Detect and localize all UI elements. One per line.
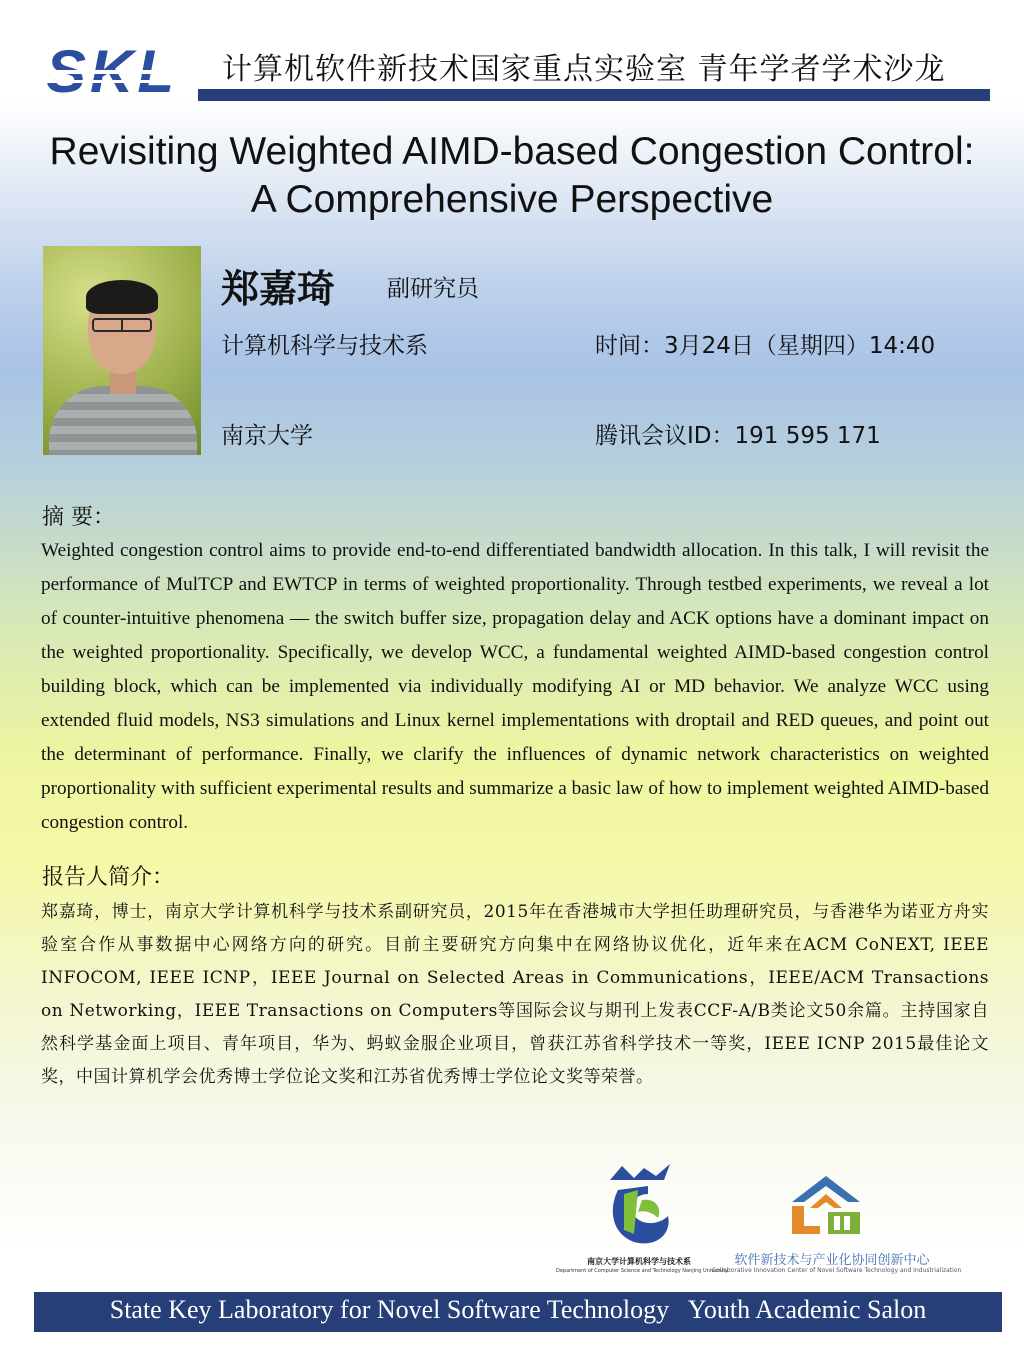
footer-text: State Key Laboratory for Novel Software Technology Youth Academic Salon xyxy=(109,1295,927,1324)
talk-title: Revisiting Weighted AIMD-based Congestion Control: A Comprehensive Perspective xyxy=(49,130,975,221)
abstract-body: Weighted congestion control aims to provide end-to-end differentiated bandwidth allocation. In this talk, I will revisit the performance of MulTCP and EWTCP in terms of weighted proportionality. Through testbed experiments, we reveal a lot of counter-intuitive phenomena — the switch buffer size, propagation delay and ACK options have a dominant impact on the weighted proportionality. Specifically, we develop WCC, a fundamental weighted AIMD-based congestion control building block, which can be implemented via individually modifying AI or MD behavior. We analyze WCC using extended fluid models, NS3 simulations and Linux kernel implementations with droptail and RED queues, and point out the determinant of performance. Finally, we clarify the influences of dynamic network characteristics on weighted proportionality with sufficient experimental results and summarize a basic law of how to implement weighted AIMD-based congestion control. xyxy=(41,540,989,833)
abstract-heading: 摘 要： xyxy=(42,505,115,530)
meeting-id: 腾讯会议ID：191 595 171 xyxy=(595,423,881,449)
header-title: 计算机软件新技术国家重点实验室 青年学者学术沙龙 xyxy=(222,52,946,87)
skl-logo xyxy=(44,40,200,104)
speaker-department: 计算机科学与技术系 xyxy=(221,333,428,359)
footer-bar xyxy=(34,1292,1002,1332)
cicnst-subcaption: Collaborative Innovation Center of Novel Software Technology and Industrialization xyxy=(712,1267,962,1274)
speaker-university: 南京大学 xyxy=(221,423,313,449)
speaker-rank: 副研究员 xyxy=(387,276,479,302)
speaker-name: 郑嘉琦 xyxy=(221,267,336,311)
njucs-subcaption: Department of Computer Science and Technology Nanjing University xyxy=(556,1268,729,1274)
njucs-caption: 南京大学计算机科学与技术系 xyxy=(587,1257,691,1266)
njucs-logo xyxy=(598,1160,680,1252)
header-rule xyxy=(198,89,990,101)
speaker-photo xyxy=(43,246,201,455)
bio-heading: 报告人简介： xyxy=(42,865,175,890)
cicnst-caption: 软件新技术与产业化协同创新中心 xyxy=(734,1253,930,1268)
bio-body: 郑嘉琦，博士，南京大学计算机科学与技术系副研究员，2015年在香港城市大学担任助理研究员，与香港华为诺亚方舟实验室合作从事数据中心网络方向的研究。目前主要研究方向集中在网络协议优化，近年来在ACM CoNEXT, IEEE INFOCOM, IEEE ICNP，IEEE Journal on Selected Areas in Communications，IEEE/ACM Transactions on Networking，IEEE Transactions on Computers等国际会议与期刊上发表CCF-A/B类论文50余篇。主持国家自然科学基金面上项目、青年项目，华为、蚂蚁金服企业项目，曾获江苏省科学技术一等奖，IEEE ICNP 2015最佳论文奖，中国计算机学会优秀博士学位论文奖和江苏省优秀博士学位论文奖等荣誉。 xyxy=(41,902,989,1087)
cicnst-logo xyxy=(786,1172,866,1238)
talk-time: 时间：3月24日（星期四）14:40 xyxy=(595,333,936,359)
